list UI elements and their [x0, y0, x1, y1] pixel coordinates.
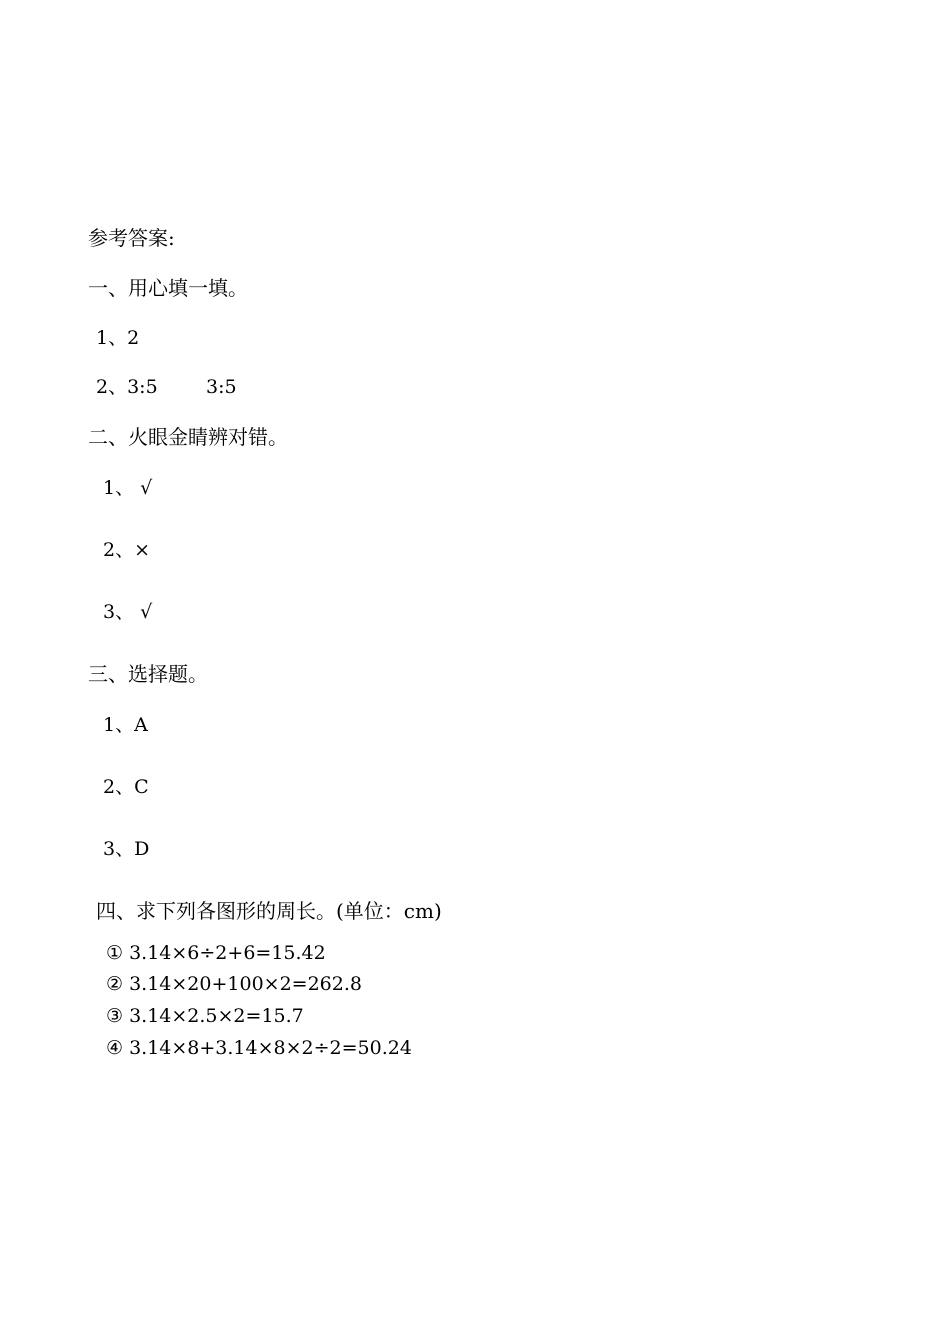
section-3-item-3: 3、D [103, 838, 150, 860]
section-4-formula-2: ② 3.14×20+100×2=262.8 [106, 973, 362, 995]
page-title: 参考答案: [88, 226, 175, 250]
section-1-heading: 一、用心填一填。 [88, 276, 248, 300]
section-1-item-1: 1、2 [96, 327, 140, 349]
section-2-heading: 二、火眼金睛辨对错。 [88, 425, 288, 449]
section-2-item-1: 1、 √ [103, 477, 153, 499]
section-1-item-2: 2、3:5 3:5 [96, 376, 237, 398]
section-4-formula-3: ③ 3.14×2.5×2=15.7 [106, 1005, 304, 1027]
section-2-item-2: 2、× [103, 539, 151, 561]
section-4-formula-1: ① 3.14×6÷2+6=15.42 [106, 942, 326, 964]
section-4-heading: 四、求下列各图形的周长。(单位：cm) [96, 899, 442, 923]
section-3-item-1: 1、A [103, 714, 148, 736]
section-3-heading: 三、选择题。 [88, 662, 208, 686]
section-4-formula-4: ④ 3.14×8+3.14×8×2÷2=50.24 [106, 1037, 412, 1059]
section-2-item-3: 3、 √ [103, 601, 153, 623]
section-3-item-2: 2、C [103, 776, 149, 798]
